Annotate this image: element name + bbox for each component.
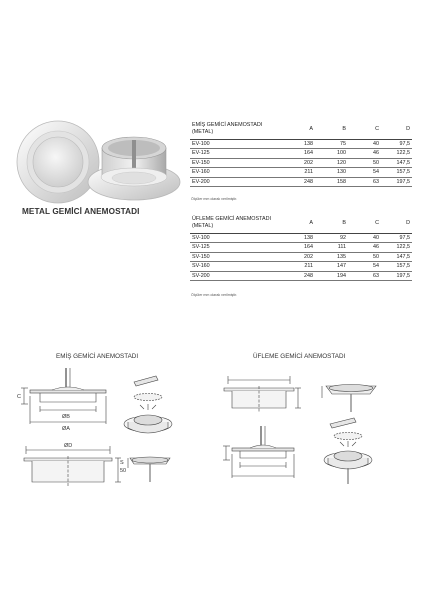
cell-c: 63 <box>348 271 381 281</box>
cell-a: 164 <box>282 243 315 253</box>
cell-name: SV-160 <box>190 262 282 272</box>
cell-d: 122,5 <box>381 243 412 253</box>
cell-name: EV-150 <box>190 158 282 168</box>
cell-b: 194 <box>315 271 348 281</box>
dim-label-50: 50 <box>120 468 127 474</box>
drawing-title-ufleme: ÜFLEME GEMİCİ ANEMOSTADI <box>253 353 346 360</box>
table-row <box>190 233 412 243</box>
cell-a: 211 <box>282 168 315 178</box>
cell-name: SV-200 <box>190 271 282 281</box>
column-header-name <box>190 120 282 139</box>
cell-b: 158 <box>315 177 348 187</box>
cell-c: 54 <box>348 262 381 272</box>
units-note-emis: Ölçüler mm olarak verilmiştir. <box>191 197 238 201</box>
cell-name: SV-100 <box>190 233 282 243</box>
cell-c: 40 <box>348 139 381 149</box>
cell-d: 147,5 <box>381 252 412 262</box>
product-title: METAL GEMİCİ ANEMOSTADI <box>22 207 140 216</box>
cell-a: 138 <box>282 233 315 243</box>
table-row <box>190 252 412 262</box>
cell-name: EV-160 <box>190 168 282 178</box>
spec-table-ufleme <box>190 214 412 281</box>
table-row <box>190 271 412 281</box>
cell-d: 197,5 <box>381 271 412 281</box>
cell-a: 211 <box>282 262 315 272</box>
cell-c: 40 <box>348 233 381 243</box>
cell-b: 92 <box>315 233 348 243</box>
column-header-a: A <box>282 214 315 233</box>
cell-a: 164 <box>282 149 315 159</box>
cell-c: 54 <box>348 168 381 178</box>
cell-a: 202 <box>282 158 315 168</box>
technical-drawings <box>0 360 424 500</box>
column-header-b: B <box>315 214 348 233</box>
header-name-line1: EMİŞ GEMİCİ ANEMOSTADI <box>192 122 263 129</box>
dim-label-od: ØD <box>64 443 73 449</box>
table-header-row <box>190 120 412 139</box>
cell-b: 130 <box>315 168 348 178</box>
cell-a: 248 <box>282 271 315 281</box>
emis-bottom-drawing <box>24 446 121 486</box>
dim-label-oa: ØA <box>62 426 70 432</box>
cell-c: 50 <box>348 158 381 168</box>
column-header-c: C <box>348 120 381 139</box>
table-row <box>190 139 412 149</box>
cell-d: 197,5 <box>381 177 412 187</box>
cell-name: EV-200 <box>190 177 282 187</box>
cell-d: 147,5 <box>381 158 412 168</box>
header-name-line1: ÜFLEME GEMİCİ ANEMOSTADI <box>192 216 271 223</box>
cell-name: EV-100 <box>190 139 282 149</box>
dim-label-s: S <box>120 460 124 466</box>
cell-d: 97,5 <box>381 233 412 243</box>
cell-c: 46 <box>348 243 381 253</box>
table-row <box>190 243 412 253</box>
ufleme-exploded-view <box>324 418 372 484</box>
column-header-d: D <box>381 214 412 233</box>
dim-label-ob: ØB <box>62 414 70 420</box>
cell-c: 63 <box>348 177 381 187</box>
cell-d: 157,5 <box>381 262 412 272</box>
cell-c: 46 <box>348 149 381 159</box>
cell-name: EV-125 <box>190 149 282 159</box>
dim-label-c: C <box>17 394 21 400</box>
column-header-c: C <box>348 214 381 233</box>
cell-b: 135 <box>315 252 348 262</box>
header-name-line2: (METAL) <box>192 223 214 230</box>
units-note-ufleme: Ölçüler mm olarak verilmiştir. <box>191 293 238 297</box>
cell-name: SV-125 <box>190 243 282 253</box>
cell-c: 50 <box>348 252 381 262</box>
table-row <box>190 158 412 168</box>
header-name-line2: (METAL) <box>192 129 214 136</box>
emis-exploded-view <box>124 376 172 433</box>
column-header-a: A <box>282 120 315 139</box>
cell-b: 100 <box>315 149 348 159</box>
cell-b: 120 <box>315 158 348 168</box>
column-header-name <box>190 214 282 233</box>
drawing-title-emis: EMİŞ GEMİCİ ANEMOSTADI <box>56 353 139 360</box>
cell-name: SV-150 <box>190 252 282 262</box>
product-photo <box>14 118 186 208</box>
column-header-b: B <box>315 120 348 139</box>
emis-side-drawing <box>128 457 170 482</box>
ufleme-side-drawing <box>322 385 376 413</box>
table-row <box>190 168 412 178</box>
cell-b: 147 <box>315 262 348 272</box>
table-row <box>190 262 412 272</box>
cell-a: 202 <box>282 252 315 262</box>
table-row <box>190 177 412 187</box>
cell-b: 75 <box>315 139 348 149</box>
cell-a: 248 <box>282 177 315 187</box>
table-header-row <box>190 214 412 233</box>
cell-d: 122,5 <box>381 149 412 159</box>
cell-d: 97,5 <box>381 139 412 149</box>
ufleme-section-drawing <box>223 426 294 478</box>
column-header-d: D <box>381 120 412 139</box>
ufleme-front-drawing <box>224 376 301 412</box>
cell-d: 157,5 <box>381 168 412 178</box>
table-row <box>190 149 412 159</box>
spec-table-emis <box>190 120 412 187</box>
cell-b: 111 <box>315 243 348 253</box>
cell-a: 138 <box>282 139 315 149</box>
